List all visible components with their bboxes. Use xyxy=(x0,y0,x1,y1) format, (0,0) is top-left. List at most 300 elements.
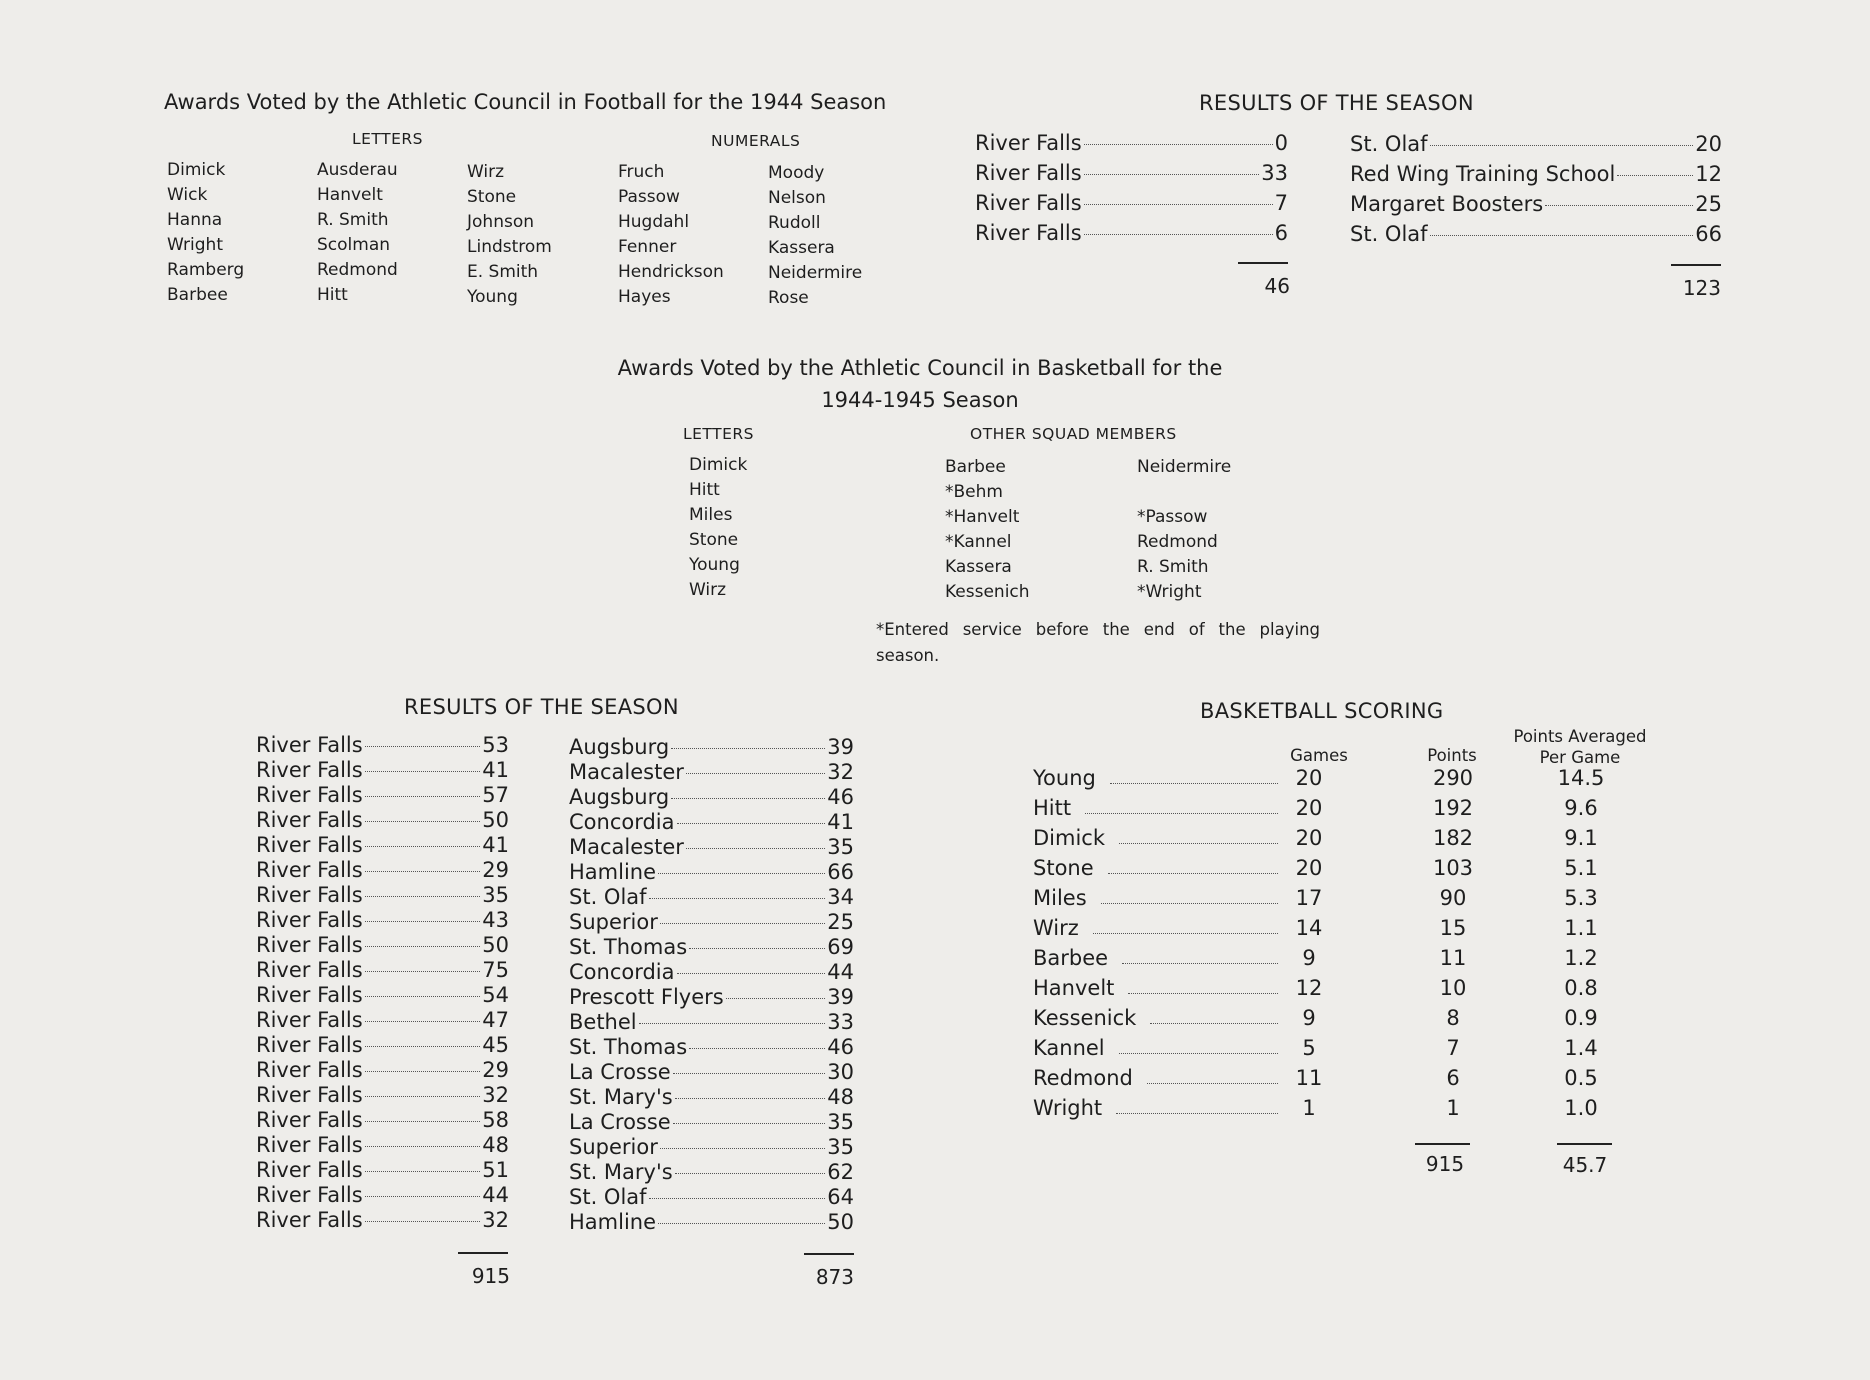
home-team: River Falls xyxy=(256,833,363,857)
home-score: 43 xyxy=(482,908,509,932)
home-team: River Falls xyxy=(256,983,363,1007)
football-letter-name: Hanvelt xyxy=(317,185,383,205)
opponent-score: 69 xyxy=(827,935,854,959)
football-letter-name: Wick xyxy=(167,185,208,205)
football-letter-name: Scolman xyxy=(317,235,391,255)
home-score: 41 xyxy=(482,833,509,857)
home-team: River Falls xyxy=(256,958,363,982)
leader-dots xyxy=(1430,235,1694,236)
leader-dots xyxy=(1545,205,1693,206)
home-score: 44 xyxy=(482,1183,509,1207)
footnote-line2: season. xyxy=(876,646,940,665)
basketball-squad-name: *Hanvelt xyxy=(945,507,1020,527)
player-average: 1.2 xyxy=(1564,946,1598,970)
scoring-row xyxy=(1033,1096,1613,1126)
football-letter-name: Dimick xyxy=(167,160,226,180)
player-games: 14 xyxy=(1295,916,1323,940)
opponent-team: La Crosse xyxy=(569,1110,671,1134)
leader-dots xyxy=(365,1171,481,1172)
player-games: 20 xyxy=(1295,856,1323,880)
football-numerals-col2 xyxy=(768,161,862,311)
home-team: River Falls xyxy=(256,808,363,832)
basketball-squad-name: *Wright xyxy=(1137,582,1202,602)
home-score: 54 xyxy=(482,983,509,1007)
footnote-line1: *Entered service before the end of the playing xyxy=(876,620,1320,639)
basketball-results-title: RESULTS OF THE SEASON xyxy=(404,695,679,719)
player-games: 17 xyxy=(1295,886,1323,910)
player-games: 1 xyxy=(1302,1096,1316,1120)
football-numeral-name: Fruch xyxy=(618,162,665,182)
football-numerals-header: NUMERALS xyxy=(711,132,801,150)
home-team: River Falls xyxy=(975,161,1082,185)
home-team: River Falls xyxy=(256,783,363,807)
player-points: 10 xyxy=(1439,976,1467,1000)
leader-dots xyxy=(1108,873,1278,874)
football-home-total: 46 xyxy=(1264,274,1290,298)
opponent-score: 39 xyxy=(827,735,854,759)
player-average: 1.4 xyxy=(1564,1036,1598,1060)
basketball-squad-name: Kassera xyxy=(945,557,1012,577)
leader-dots xyxy=(686,848,825,849)
scoring-row xyxy=(1033,946,1613,976)
basketball-squad-name: Redmond xyxy=(1137,532,1218,552)
leader-dots xyxy=(365,1146,481,1147)
player-points: 7 xyxy=(1446,1036,1460,1060)
basketball-letter-name: Hitt xyxy=(689,480,720,500)
home-score: 53 xyxy=(482,733,509,757)
football-awards-title: Awards Voted by the Athletic Council in Football for the 1944 Season xyxy=(164,90,887,114)
leader-dots xyxy=(1119,843,1278,844)
football-numeral-name: Neidermire xyxy=(768,263,863,283)
leader-dots xyxy=(660,1148,825,1149)
scoring-avg-total-rule xyxy=(1557,1143,1612,1145)
opponent-score: 46 xyxy=(827,785,854,809)
opponent-result-row xyxy=(1350,222,1722,252)
player-points: 103 xyxy=(1432,856,1474,880)
leader-dots xyxy=(673,1123,826,1124)
opponent-team: Concordia xyxy=(569,960,675,984)
opponent-score: 35 xyxy=(827,1110,854,1134)
opponent-result-row xyxy=(1350,162,1722,192)
home-team: River Falls xyxy=(256,1058,363,1082)
player-name: Wright xyxy=(1033,1096,1103,1120)
home-score: 29 xyxy=(482,858,509,882)
leader-dots xyxy=(1122,963,1278,964)
home-score: 45 xyxy=(482,1033,509,1057)
leader-dots xyxy=(1084,144,1273,145)
opponent-score: 12 xyxy=(1695,162,1722,186)
leader-dots xyxy=(677,823,826,824)
leader-dots xyxy=(1430,145,1694,146)
leader-dots xyxy=(365,1196,481,1197)
opponent-team: St. Olaf xyxy=(569,1185,647,1209)
opponent-team: St. Olaf xyxy=(1350,132,1428,156)
player-games: 12 xyxy=(1295,976,1323,1000)
opponent-team: Augsburg xyxy=(569,785,670,809)
opponent-team: Hamline xyxy=(569,1210,657,1234)
scoring-row xyxy=(1033,856,1613,886)
basketball-squad-name: *Kannel xyxy=(945,532,1012,552)
player-name: Miles xyxy=(1033,886,1087,910)
home-team: River Falls xyxy=(975,131,1082,155)
football-letter-name: Barbee xyxy=(167,285,228,305)
player-games: 11 xyxy=(1295,1066,1323,1090)
player-average: 5.1 xyxy=(1564,856,1598,880)
football-letter-name: Hitt xyxy=(317,285,348,305)
leader-dots xyxy=(639,1023,826,1024)
home-team: River Falls xyxy=(256,1108,363,1132)
player-points: 290 xyxy=(1432,766,1474,790)
football-letter-name: Ramberg xyxy=(167,260,245,280)
opponent-score: 46 xyxy=(827,1035,854,1059)
player-games: 5 xyxy=(1302,1036,1316,1060)
football-numerals-col1 xyxy=(618,160,724,310)
leader-dots xyxy=(1150,1023,1278,1024)
basketball-letter-name: Miles xyxy=(689,505,733,525)
leader-dots xyxy=(365,1221,481,1222)
basketball-letters-col xyxy=(689,453,747,603)
football-letter-name: Stone xyxy=(467,187,517,207)
football-opp-total: 123 xyxy=(1682,276,1721,300)
home-score: 32 xyxy=(482,1083,509,1107)
leader-dots xyxy=(365,821,481,822)
leader-dots xyxy=(649,1198,826,1199)
opponent-score: 34 xyxy=(827,885,854,909)
leader-dots xyxy=(1085,813,1278,814)
football-letter-name: Hanna xyxy=(167,210,223,230)
home-score: 58 xyxy=(482,1108,509,1132)
home-score: 50 xyxy=(482,808,509,832)
basketball-scoring-title: BASKETBALL SCORING xyxy=(1200,699,1444,723)
opponent-team: La Crosse xyxy=(569,1060,671,1084)
opponent-team: Red Wing Training School xyxy=(1350,162,1616,186)
opponent-team: Augsburg xyxy=(569,735,670,759)
player-points: 90 xyxy=(1439,886,1467,910)
scoring-row xyxy=(1033,796,1613,826)
scoring-points-total-rule xyxy=(1415,1143,1470,1145)
leader-dots xyxy=(660,923,825,924)
leader-dots xyxy=(1147,1083,1278,1084)
basketball-squad-name: *Passow xyxy=(1137,507,1208,527)
football-numeral-name: Rose xyxy=(768,288,809,308)
opponent-score: 30 xyxy=(827,1060,854,1084)
home-team: River Falls xyxy=(256,1158,363,1182)
player-average: 5.3 xyxy=(1564,886,1598,910)
opponent-score: 66 xyxy=(827,860,854,884)
leader-dots xyxy=(365,996,481,997)
leader-dots xyxy=(1617,175,1693,176)
player-average: 1.0 xyxy=(1564,1096,1598,1120)
basketball-awards-title-line2: 1944-1945 Season xyxy=(821,388,1019,412)
player-name: Young xyxy=(1033,766,1096,790)
player-games: 20 xyxy=(1295,796,1323,820)
football-numeral-name: Kassera xyxy=(768,238,835,258)
football-numeral-name: Fenner xyxy=(618,237,677,257)
football-results-title: RESULTS OF THE SEASON xyxy=(1199,91,1474,115)
leader-dots xyxy=(675,1098,826,1099)
player-average: 0.5 xyxy=(1564,1066,1598,1090)
home-result-row xyxy=(975,161,1288,191)
football-letter-name: R. Smith xyxy=(317,210,389,230)
opponent-score: 35 xyxy=(827,1135,854,1159)
player-name: Redmond xyxy=(1033,1066,1133,1090)
opponent-score: 66 xyxy=(1695,222,1722,246)
leader-dots xyxy=(726,998,826,999)
leader-dots xyxy=(1110,783,1278,784)
football-letter-name: Young xyxy=(467,287,518,307)
home-team: River Falls xyxy=(256,858,363,882)
home-team: River Falls xyxy=(256,933,363,957)
leader-dots xyxy=(649,898,826,899)
football-numeral-name: Nelson xyxy=(768,188,826,208)
player-games: 9 xyxy=(1302,946,1316,970)
player-average: 9.6 xyxy=(1564,796,1598,820)
opponent-team: Hamline xyxy=(569,860,657,884)
scoring-row xyxy=(1033,1036,1613,1066)
leader-dots xyxy=(677,973,826,974)
basketball-squad-name: Kessenich xyxy=(945,582,1030,602)
opponent-score: 35 xyxy=(827,835,854,859)
football-letter-name: Lindstrom xyxy=(467,237,552,257)
opponent-team: St. Olaf xyxy=(1350,222,1428,246)
leader-dots xyxy=(365,796,481,797)
home-result-row xyxy=(256,1208,509,1238)
football-letter-name: Wirz xyxy=(467,162,505,182)
leader-dots xyxy=(658,1223,825,1224)
home-team: River Falls xyxy=(256,733,363,757)
scoring-row xyxy=(1033,826,1613,856)
football-letters-col3 xyxy=(467,160,552,310)
basketball-home-total: 915 xyxy=(471,1264,510,1288)
basketball-letter-name: Dimick xyxy=(689,455,748,475)
player-games: 9 xyxy=(1302,1006,1316,1030)
opponent-score: 33 xyxy=(827,1010,854,1034)
opponent-team: Superior xyxy=(569,910,658,934)
basketball-squad-name: *Behm xyxy=(945,482,1003,502)
player-points: 6 xyxy=(1446,1066,1460,1090)
leader-dots xyxy=(365,746,481,747)
basketball-footnote xyxy=(876,617,1320,669)
leader-dots xyxy=(365,896,481,897)
leader-dots xyxy=(1084,234,1273,235)
home-score: 33 xyxy=(1261,161,1288,185)
football-numeral-name: Passow xyxy=(618,187,680,207)
basketball-squad-name: Barbee xyxy=(945,457,1006,477)
football-letters-col2 xyxy=(317,158,398,308)
football-home-total-rule xyxy=(1238,262,1288,264)
player-points: 182 xyxy=(1432,826,1474,850)
football-numeral-name: Moody xyxy=(768,163,825,183)
scoring-col-avg-line2: Per Game xyxy=(1539,748,1621,767)
scoring-row xyxy=(1033,766,1613,796)
home-score: 29 xyxy=(482,1058,509,1082)
leader-dots xyxy=(1084,174,1260,175)
player-average: 0.8 xyxy=(1564,976,1598,1000)
leader-dots xyxy=(671,798,825,799)
scoring-points-total: 915 xyxy=(1425,1152,1465,1176)
basketball-letter-name: Young xyxy=(689,555,740,575)
leader-dots xyxy=(365,1071,481,1072)
player-average: 14.5 xyxy=(1557,766,1605,790)
player-games: 20 xyxy=(1295,766,1323,790)
leader-dots xyxy=(658,873,825,874)
football-letter-name: Wright xyxy=(167,235,223,255)
opponent-team: St. Olaf xyxy=(569,885,647,909)
football-letters-col1 xyxy=(167,158,244,308)
player-name: Kessenick xyxy=(1033,1006,1137,1030)
football-opp-total-rule xyxy=(1671,264,1721,266)
scoring-row xyxy=(1033,886,1613,916)
scoring-row xyxy=(1033,1066,1613,1096)
leader-dots xyxy=(673,1073,826,1074)
basketball-home-total-rule xyxy=(458,1252,508,1254)
home-score: 47 xyxy=(482,1008,509,1032)
opponent-team: Macalester xyxy=(569,835,684,859)
player-average: 0.9 xyxy=(1564,1006,1598,1030)
home-team: River Falls xyxy=(256,1183,363,1207)
player-name: Stone xyxy=(1033,856,1094,880)
basketball-squad-name: Neidermire xyxy=(1137,457,1232,477)
leader-dots xyxy=(686,773,825,774)
leader-dots xyxy=(671,748,825,749)
leader-dots xyxy=(365,971,481,972)
player-name: Barbee xyxy=(1033,946,1109,970)
leader-dots xyxy=(365,846,481,847)
football-numeral-name: Rudoll xyxy=(768,213,821,233)
opponent-score: 50 xyxy=(827,1210,854,1234)
scoring-col-games: Games xyxy=(1290,746,1348,765)
basketball-letters-header: LETTERS xyxy=(683,425,754,443)
opponent-team: St. Thomas xyxy=(569,1035,688,1059)
scoring-row xyxy=(1033,1006,1613,1036)
home-team: River Falls xyxy=(975,191,1082,215)
basketball-opp-total-rule xyxy=(804,1253,854,1255)
home-score: 75 xyxy=(482,958,509,982)
home-score: 7 xyxy=(1274,191,1288,215)
leader-dots xyxy=(1116,1113,1278,1114)
home-team: River Falls xyxy=(256,908,363,932)
player-points: 8 xyxy=(1446,1006,1460,1030)
leader-dots xyxy=(1084,204,1273,205)
football-letters-header: LETTERS xyxy=(352,130,423,148)
opponent-score: 62 xyxy=(827,1160,854,1184)
scoring-row xyxy=(1033,976,1613,1006)
player-points: 11 xyxy=(1439,946,1467,970)
home-team: River Falls xyxy=(256,1083,363,1107)
player-name: Dimick xyxy=(1033,826,1106,850)
opponent-result-row xyxy=(1350,132,1722,162)
leader-dots xyxy=(1128,993,1278,994)
home-team: River Falls xyxy=(256,758,363,782)
leader-dots xyxy=(1101,903,1278,904)
scoring-col-avg-line1: Points Averaged xyxy=(1513,727,1647,746)
football-letter-name: Redmond xyxy=(317,260,398,280)
home-score: 35 xyxy=(482,883,509,907)
opponent-team: Margaret Boosters xyxy=(1350,192,1544,216)
opponent-team: Bethel xyxy=(569,1010,637,1034)
home-score: 32 xyxy=(482,1208,509,1232)
opponent-score: 48 xyxy=(827,1085,854,1109)
leader-dots xyxy=(1093,933,1278,934)
leader-dots xyxy=(689,1048,825,1049)
basketball-awards-title-line1: Awards Voted by the Athletic Council in Basketball for the xyxy=(617,356,1223,380)
basketball-squad-name xyxy=(1137,480,1231,505)
football-numeral-name: Hayes xyxy=(618,287,671,307)
football-letter-name: E. Smith xyxy=(467,262,539,282)
leader-dots xyxy=(365,871,481,872)
scoring-avg-total: 45.7 xyxy=(1562,1153,1608,1177)
home-team: River Falls xyxy=(256,1033,363,1057)
home-score: 41 xyxy=(482,758,509,782)
player-games: 20 xyxy=(1295,826,1323,850)
player-points: 15 xyxy=(1439,916,1467,940)
home-result-row xyxy=(975,191,1288,221)
opponent-team: Prescott Flyers xyxy=(569,985,724,1009)
home-score: 6 xyxy=(1274,221,1288,245)
football-letter-name: Johnson xyxy=(467,212,534,232)
basketball-letter-name: Stone xyxy=(689,530,739,550)
opponent-team: St. Thomas xyxy=(569,935,688,959)
opponent-score: 39 xyxy=(827,985,854,1009)
opponent-score: 25 xyxy=(1695,192,1722,216)
leader-dots xyxy=(365,771,481,772)
home-team: River Falls xyxy=(256,1133,363,1157)
basketball-opp-total: 873 xyxy=(815,1265,854,1289)
player-average: 9.1 xyxy=(1564,826,1598,850)
opponent-team: Superior xyxy=(569,1135,658,1159)
scoring-row xyxy=(1033,916,1613,946)
opponent-team: St. Mary's xyxy=(569,1160,673,1184)
home-score: 50 xyxy=(482,933,509,957)
opponent-score: 20 xyxy=(1695,132,1722,156)
football-numeral-name: Hugdahl xyxy=(618,212,690,232)
opponent-score: 41 xyxy=(827,810,854,834)
basketball-other-header: OTHER SQUAD MEMBERS xyxy=(970,425,1177,443)
opponent-team: Concordia xyxy=(569,810,675,834)
basketball-awards-title xyxy=(590,352,1250,416)
player-name: Hanvelt xyxy=(1033,976,1115,1000)
leader-dots xyxy=(365,1121,481,1122)
leader-dots xyxy=(689,948,825,949)
home-score: 51 xyxy=(482,1158,509,1182)
football-numeral-name: Hendrickson xyxy=(618,262,724,282)
home-score: 0 xyxy=(1274,131,1288,155)
leader-dots xyxy=(1119,1053,1278,1054)
home-result-row xyxy=(975,221,1288,251)
scoring-col-points: Points xyxy=(1427,746,1477,765)
leader-dots xyxy=(365,1096,481,1097)
player-points: 192 xyxy=(1432,796,1474,820)
scoring-col-avg xyxy=(1480,726,1680,768)
basketball-other-col2 xyxy=(1137,455,1231,605)
player-name: Hitt xyxy=(1033,796,1072,820)
home-result-row xyxy=(975,131,1288,161)
leader-dots xyxy=(365,1046,481,1047)
opponent-result-row xyxy=(1350,192,1722,222)
player-average: 1.1 xyxy=(1564,916,1598,940)
basketball-squad-name: R. Smith xyxy=(1137,557,1209,577)
opponent-result-row xyxy=(569,1210,854,1240)
player-name: Wirz xyxy=(1033,916,1079,940)
opponent-team: St. Mary's xyxy=(569,1085,673,1109)
opponent-score: 25 xyxy=(827,910,854,934)
opponent-score: 44 xyxy=(827,960,854,984)
opponent-score: 64 xyxy=(827,1185,854,1209)
player-points: 1 xyxy=(1446,1096,1460,1120)
opponent-score: 32 xyxy=(827,760,854,784)
leader-dots xyxy=(365,921,481,922)
home-score: 57 xyxy=(482,783,509,807)
